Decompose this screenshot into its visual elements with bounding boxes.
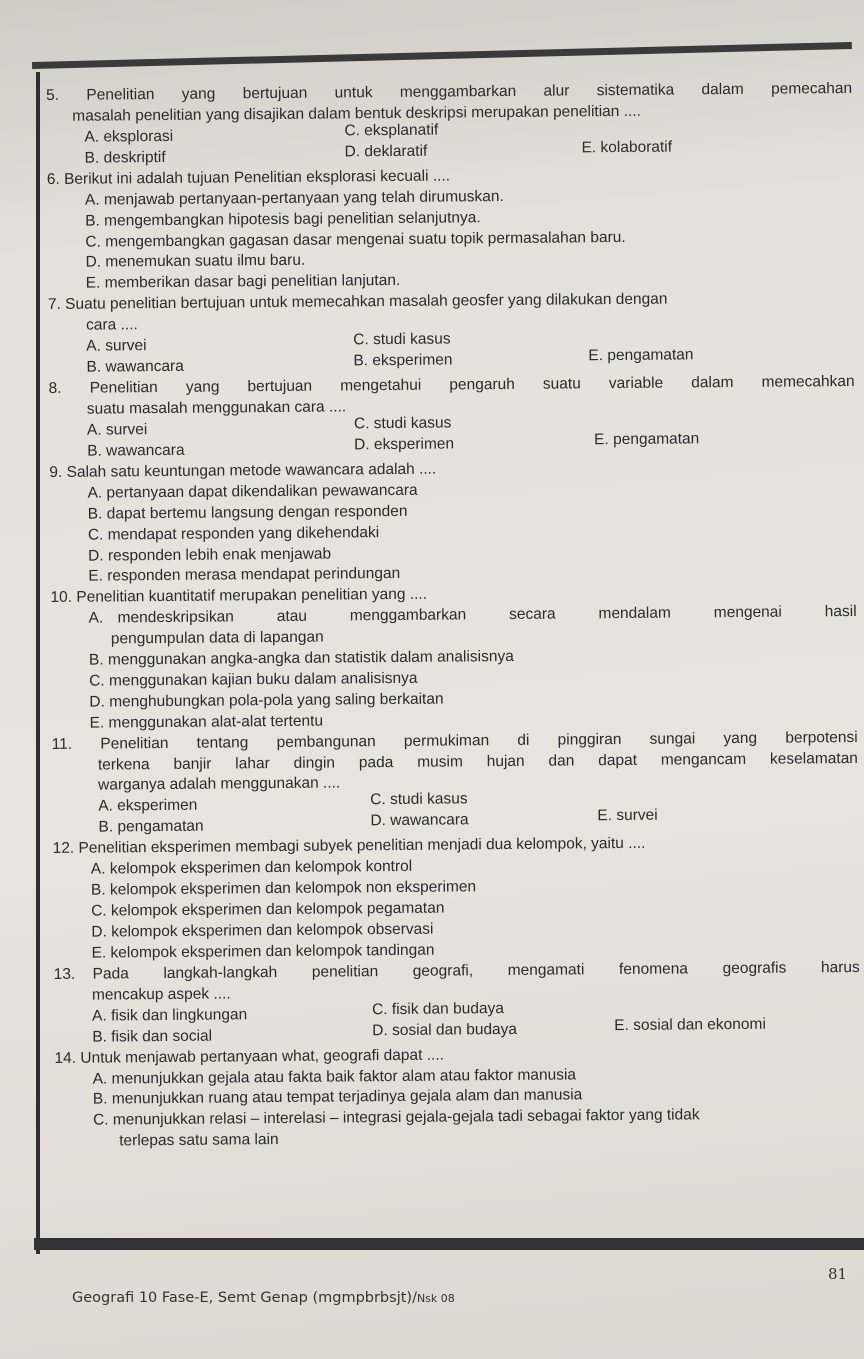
question-stem-line: 6. Berikut ini adalah tujuan Penelitian eksplorasi kecuali .... <box>46 167 451 188</box>
question-stem-line: cara .... <box>86 316 138 334</box>
question-stem-line: 5. Penelitian yang bertujuan untuk menggambarkan alur sistematika dalam pemecahan <box>46 79 853 104</box>
option-e: E. memberikan dasar bagi penelitian lanjutan. <box>85 272 401 293</box>
question-8 <box>49 372 856 463</box>
question-13 <box>54 958 861 1049</box>
option-e: E. menggunakan alat-alat tertentu <box>89 712 324 732</box>
option-a: A. menjawab pertanyaan-pertanyaan yang telah dirumuskan. <box>84 187 504 209</box>
question-6 <box>47 163 854 295</box>
option-b: B. menggunakan angka-angka dan statistik dalam analisisnya <box>88 647 514 669</box>
options-grid <box>52 790 858 839</box>
option-a: A. survei <box>86 337 147 355</box>
option-d: D. sosial dan budaya <box>372 1020 518 1039</box>
option-d: D. deklaratif <box>344 142 428 161</box>
question-list <box>46 79 861 1153</box>
option-c: C. eksplanatif <box>344 121 439 140</box>
question-7 <box>48 288 855 379</box>
question-stem-line: 14. Untuk menjawab pertanyaan what, geografi dapat .... <box>54 1046 445 1067</box>
question-stem-line: mencakup aspek .... <box>91 985 231 1004</box>
option-c: C. menunjukkan relasi – interelasi – integrasi gejala-gejala tadi sebagai faktor yang tidak <box>92 1106 700 1129</box>
option-e: E. responden merasa mendapat perindungan <box>88 565 401 586</box>
options-grid <box>46 121 852 170</box>
option-a: A. pertanyaan dapat dikendalikan pewawancara <box>87 481 418 502</box>
options-grid <box>48 330 854 379</box>
question-stem-line: masalah penelitian yang disajikan dalam bentuk deskripsi merupakan penelitian .... <box>72 102 641 125</box>
option-e: E. kolaboratif <box>581 138 673 157</box>
question-11 <box>52 728 859 840</box>
question-stem-line: 7. Suatu penelitian bertujuan untuk memecahkan masalah geosfer yang dilakukan dengan <box>47 290 668 314</box>
option-d: D. menemukan suatu ilmu baru. <box>85 252 306 272</box>
option-c: C. studi kasus <box>353 330 451 349</box>
option-a: A. eksperimen <box>98 797 198 815</box>
question-14 <box>54 1042 861 1154</box>
option-d: D. kelompok eksperimen dan kelompok observasi <box>91 920 434 941</box>
question-5 <box>46 79 853 170</box>
option-b: B. wawancara <box>87 441 185 460</box>
option-b: B. mengembangkan hipotesis bagi penelitian selanjutnya. <box>85 208 481 230</box>
option-c: C. kelompok eksperimen dan kelompok pegamatan <box>91 899 445 920</box>
bottom-border-rule <box>34 1238 864 1250</box>
question-stem-line: terkena banjir lahar dingin pada musim hujan dan dapat mengancam keselamatan <box>97 749 858 774</box>
options-grid <box>54 1000 860 1049</box>
question-stem-line: 13. Pada langkah-langkah penelitian geografi, mengamati fenomena geografis harus <box>53 958 860 983</box>
footer-text: Geografi 10 Fase-E, Semt Genap (mgmpbrbsjt)/ <box>72 1290 417 1306</box>
option-d: D. eksperimen <box>354 435 455 454</box>
option-a-continuation: pengumpulan data di lapangan <box>110 628 324 648</box>
question-12 <box>53 832 860 964</box>
page-number: 81 <box>828 1265 848 1283</box>
option-c: C. fisik dan budaya <box>371 999 504 1018</box>
question-stem-line: 8. Penelitian yang bertujuan mengetahui pengaruh suatu variable dalam memecahkan <box>48 373 855 398</box>
option-c: C. menggunakan kajian buku dalam analisisnya <box>89 669 418 690</box>
question-stem-line: suatu masalah menggunakan cara .... <box>86 398 347 418</box>
option-e: E. pengamatan <box>588 346 694 365</box>
option-b: B. dapat bertemu langsung dengan responden <box>87 502 408 523</box>
option-e: E. pengamatan <box>594 430 700 449</box>
option-a: A. eksplorasi <box>84 127 174 146</box>
option-e: E. survei <box>597 807 658 825</box>
option-a: A. menunjukkan gejala atau fakta baik faktor alam atau faktor manusia <box>92 1065 577 1088</box>
footer <box>72 1290 455 1306</box>
option-e: E. kelompok eksperimen dan kelompok tandingan <box>91 941 435 962</box>
options-grid <box>49 414 855 463</box>
option-d: D. wawancara <box>370 811 469 830</box>
option-b: B. kelompok eksperimen dan kelompok non eksperimen <box>90 878 477 899</box>
question-stem-line: 12. Penelitian eksperimen membagi subyek penelitian menjadi dua kelompok, yaitu .... <box>52 835 646 858</box>
option-c: C. studi kasus <box>353 414 452 433</box>
question-10 <box>50 581 857 734</box>
option-b: B. menunjukkan ruang atau tempat terjadinya gejala alam dan manusia <box>92 1086 583 1109</box>
option-c: C. studi kasus <box>370 790 468 809</box>
option-d: D. menghubungkan pola-pola yang saling berkaitan <box>89 690 444 711</box>
option-c: C. mengembangkan gagasan dasar mengenai suatu topik permasalahan baru. <box>85 228 626 251</box>
option-b: B. fisik dan social <box>92 1027 213 1046</box>
option-d: B. eksperimen <box>353 351 453 370</box>
option-a: A. fisik dan lingkungan <box>92 1005 248 1025</box>
option-c: C. mendapat responden yang dikehendaki <box>87 523 380 544</box>
footer-code: Nsk 08 <box>416 1292 455 1305</box>
option-d: D. responden lebih enak menjawab <box>88 545 332 565</box>
option-c-continuation: terlepas satu sama lain <box>119 1131 279 1150</box>
option-a: A. mendeskripsikan atau menggambarkan secara mendalam mengenai hasil <box>88 603 857 627</box>
question-stem-line: 11. Penelitian tentang pembangunan permukiman di pinggiran sungai yang berpotensi <box>51 728 858 753</box>
option-e: E. sosial dan ekonomi <box>614 1015 766 1034</box>
question-9 <box>49 456 856 588</box>
option-a: A. kelompok eksperimen dan kelompok kontrol <box>90 858 413 878</box>
option-b: B. deskriptif <box>84 148 166 167</box>
option-b: B. wawancara <box>86 357 184 376</box>
question-stem-line: 10. Penelitian kuantitatif merupakan penelitian yang .... <box>50 586 428 607</box>
option-a: A. survei <box>86 421 148 439</box>
question-stem-line: 9. Salah satu keuntungan metode wawancara adalah .... <box>49 460 437 481</box>
option-b: B. pengamatan <box>98 818 204 836</box>
question-stem-line: warganya adalah menggunakan .... <box>98 774 341 795</box>
